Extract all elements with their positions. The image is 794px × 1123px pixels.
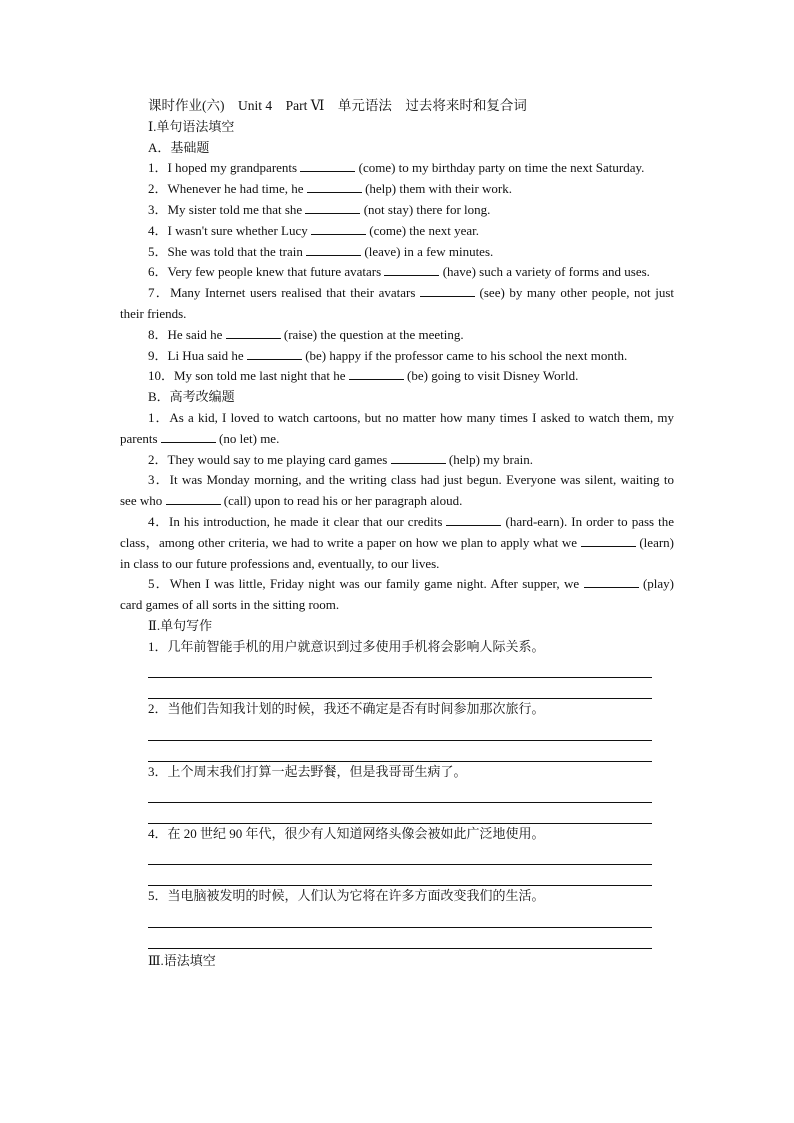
answer-line[interactable] [148,782,652,803]
question-text: 1．I hoped my grandparents [148,160,301,176]
answer-blank[interactable] [446,514,501,526]
answer-blank[interactable] [305,202,360,214]
question-text: (see) by many other people, not just their friends. [120,285,674,321]
page-title: 课时作业(六) Unit 4 Part Ⅵ 单元语法 过去将来时和复合词 [148,98,527,113]
writing-question-4 [120,824,674,886]
answer-blank[interactable] [247,348,302,360]
question-a10 [120,366,674,387]
question-text: 2．Whenever he had time, he [148,181,307,197]
question-text: 4．In his introduction, he made it clear that our credits [148,513,447,529]
question-a6 [120,262,674,283]
answer-blank[interactable] [584,576,639,588]
question-text: 7．Many Internet users realised that their avatars [148,285,420,301]
worksheet-page [120,96,674,971]
question-b4 [120,512,674,574]
writing-prompt: 3．上个周末我们打算一起去野餐，但是我哥哥生病了。 [148,763,467,779]
question-a9 [120,346,674,367]
question-text: (no let) me. [215,430,280,446]
question-a7 [120,283,674,325]
answer-line[interactable] [148,720,652,741]
part-b-heading: B．高考改编题 [148,389,235,405]
answer-blank[interactable] [306,244,361,256]
question-text: (learn) in class to our future professions and, eventually, to our lives. [120,534,674,571]
question-text: (have) such a variety of forms and uses. [439,264,650,280]
writing-prompt: 2．当他们告知我计划的时候，我还不确定是否有时间参加那次旅行。 [148,701,545,717]
writing-question-3 [120,762,674,824]
writing-prompt: 5．当电脑被发明的时候，人们认为它将在许多方面改变我们的生活。 [148,888,545,904]
question-text: (be) happy if the professor came to his school the next month. [301,347,628,363]
question-text: 2．They would say to me playing card games [148,451,391,467]
section-3-heading: Ⅲ.语法填空 [148,952,216,968]
question-text: (play) card games of all sorts in the sitting room. [120,576,674,613]
question-text: (be) going to visit Disney World. [403,368,579,384]
question-text: 1．As a kid, I loved to watch cartoons, but no matter how many times I asked to watch them, my parents [120,409,674,446]
writing-question-5 [120,886,674,948]
question-text: (leave) in a few minutes. [361,243,494,259]
answer-blank[interactable] [391,452,446,464]
answer-line[interactable] [148,865,652,886]
answer-blank[interactable] [384,264,439,276]
answer-blank[interactable] [581,535,636,547]
writing-prompt: 1．几年前智能手机的用户就意识到过多使用手机将会影响人际关系。 [148,638,545,654]
question-text: (hard-earn). In order to pass the class，among other criteria, we had to write a paper on how we plan to apply what we [120,513,674,550]
answer-blank[interactable] [311,223,366,235]
question-b1 [120,408,674,450]
question-a3 [120,200,674,221]
question-b3 [120,470,674,512]
question-a1 [120,158,674,179]
question-text: 4．I wasn't sure whether Lucy [148,222,311,238]
answer-blank[interactable] [300,160,355,172]
question-text: (come) to my birthday party on time the next Saturday. [355,160,645,176]
question-text: (come) the next year. [366,222,479,238]
question-a4 [120,221,674,242]
answer-line[interactable] [148,907,652,928]
question-b2 [120,450,674,471]
writing-prompt: 4．在 20 世纪 90 年代，很少有人知道网络头像会被如此广泛地使用。 [148,825,545,841]
question-text: 8．He said he [148,326,226,342]
writing-question-1 [120,637,674,699]
question-text: 3．My sister told me that she [148,201,306,217]
answer-line[interactable] [148,741,652,762]
answer-line[interactable] [148,658,652,679]
question-b5 [120,574,674,616]
answer-blank[interactable] [161,431,216,443]
question-text: (not stay) there for long. [360,201,491,217]
question-text: 10．My son told me last night that he [148,368,349,384]
answer-blank[interactable] [166,493,221,505]
question-text: (help) them with their work. [361,181,513,197]
question-text: 5．When I was little, Friday night was our family game night. After supper, we [148,576,584,592]
question-a8 [120,325,674,346]
question-text: (call) upon to read his or her paragraph aloud. [220,493,463,509]
answer-blank[interactable] [226,327,281,339]
answer-line[interactable] [148,678,652,699]
part-a-heading: A．基础题 [148,139,210,155]
question-a5 [120,242,674,263]
answer-blank[interactable] [307,181,362,193]
answer-blank[interactable] [420,285,475,297]
section-2-heading: Ⅱ.单句写作 [148,617,213,633]
question-text: 5．She was told that the train [148,243,307,259]
answer-line[interactable] [148,803,652,824]
writing-question-2 [120,699,674,761]
question-text: (raise) the question at the meeting. [280,326,464,342]
question-text: 3．It was Monday morning, and the writing class had just begun. Everyone was silent, waiting to see who [120,472,674,509]
answer-line[interactable] [148,928,652,949]
section-1-heading: Ⅰ.单句语法填空 [148,118,235,134]
question-text: (help) my brain. [445,451,533,467]
answer-blank[interactable] [349,368,404,380]
question-text: 9．Li Hua said he [148,347,247,363]
question-a2 [120,179,674,200]
answer-line[interactable] [148,845,652,866]
question-text: 6．Very few people knew that future avatars [148,264,385,280]
